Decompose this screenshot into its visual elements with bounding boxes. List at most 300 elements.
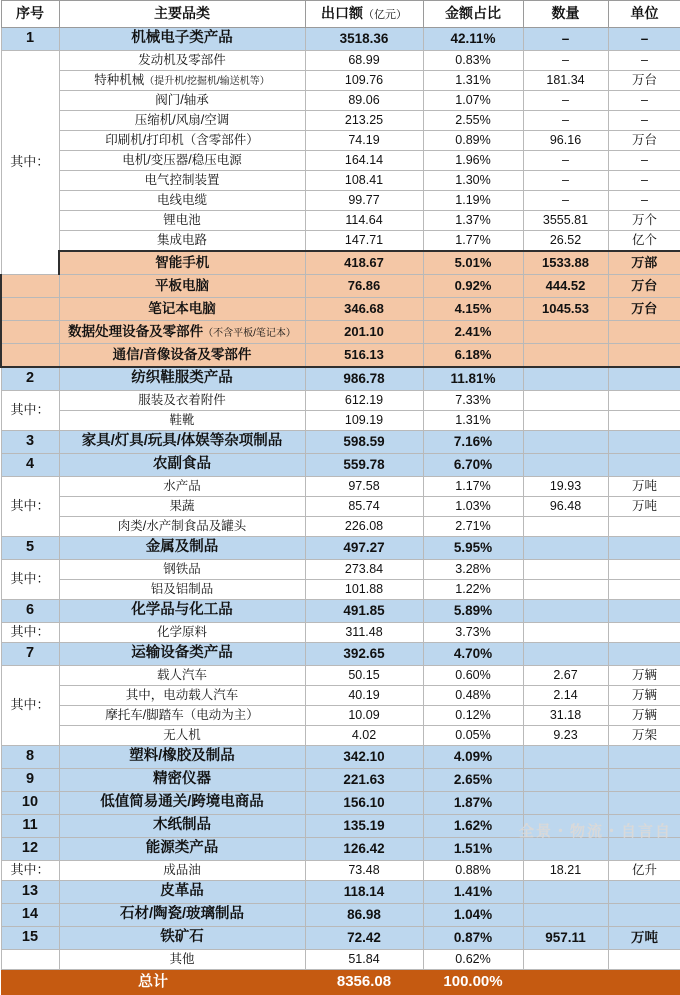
row-category xyxy=(59,275,305,298)
row-share: 7.16% xyxy=(423,431,523,454)
row-share: 42.11% xyxy=(423,28,523,51)
row-export: 273.84 xyxy=(305,560,423,580)
row-category-label: 铁矿石 xyxy=(160,929,204,946)
row-unit: – xyxy=(608,171,680,191)
row-group-label: 其中： xyxy=(1,560,59,600)
row-qty: 957.11 xyxy=(523,927,608,950)
row-no: 11 xyxy=(1,815,59,838)
row-unit xyxy=(608,344,680,368)
row-unit xyxy=(608,431,680,454)
row-category-label: 金属及制品 xyxy=(145,539,219,556)
row-share: 5.89% xyxy=(423,600,523,623)
row-share: 1.17% xyxy=(423,477,523,497)
row-category xyxy=(59,391,305,411)
row-category-label: 精密仪器 xyxy=(153,771,211,788)
row-no: 8 xyxy=(1,746,59,769)
row-qty xyxy=(523,881,608,904)
row-group-label: 其中： xyxy=(1,51,59,275)
row-export: 3518.36 xyxy=(305,28,423,51)
row-unit xyxy=(608,560,680,580)
row-category-label: 发动机及零部件 xyxy=(138,52,226,67)
row-category xyxy=(59,411,305,431)
table-row xyxy=(1,838,680,861)
row-unit: 亿升 xyxy=(608,861,680,881)
row-no: 1 xyxy=(1,28,59,51)
row-qty: 96.16 xyxy=(523,131,608,151)
row-category xyxy=(59,950,305,970)
row-export: 135.19 xyxy=(305,815,423,838)
row-qty: 1045.53 xyxy=(523,298,608,321)
row-category-label: 其他 xyxy=(169,951,195,966)
row-group-label: 其中： xyxy=(1,666,59,746)
row-share: 0.05% xyxy=(423,726,523,746)
row-qty xyxy=(523,746,608,769)
row-category-label: 集成电路 xyxy=(156,232,207,247)
row-share: 4.70% xyxy=(423,643,523,666)
row-unit xyxy=(608,454,680,477)
row-export: 221.63 xyxy=(305,769,423,792)
row-share: 6.70% xyxy=(423,454,523,477)
row-unit xyxy=(608,838,680,861)
row-category xyxy=(59,431,305,454)
row-export: 612.19 xyxy=(305,391,423,411)
row-export: 10.09 xyxy=(305,706,423,726)
table-row xyxy=(1,904,680,927)
row-share: 3.73% xyxy=(423,623,523,643)
row-unit: 万辆 xyxy=(608,666,680,686)
row-group-label: 其中： xyxy=(1,623,59,643)
row-category xyxy=(59,623,305,643)
row-unit xyxy=(608,537,680,560)
table-row xyxy=(1,51,680,71)
row-category xyxy=(59,51,305,71)
row-no: 9 xyxy=(1,769,59,792)
row-unit xyxy=(608,367,680,391)
row-share: 1.31% xyxy=(423,411,523,431)
table-row xyxy=(1,927,680,950)
row-share: 1.62% xyxy=(423,815,523,838)
row-unit: 万架 xyxy=(608,726,680,746)
row-share: 1.51% xyxy=(423,838,523,861)
table-row xyxy=(1,171,680,191)
row-no: 15 xyxy=(1,927,59,950)
row-unit: 万吨 xyxy=(608,927,680,950)
row-qty: – xyxy=(523,51,608,71)
table-row xyxy=(1,321,680,344)
row-category xyxy=(59,517,305,537)
row-unit xyxy=(608,623,680,643)
row-category-label: 智能手机 xyxy=(155,254,210,270)
row-category xyxy=(59,706,305,726)
row-qty xyxy=(523,344,608,368)
row-category xyxy=(59,454,305,477)
row-export: 51.84 xyxy=(305,950,423,970)
row-category-label: 成品油 xyxy=(163,862,201,877)
row-category-label: 数据处理设备及零部件 xyxy=(68,323,204,339)
row-share: 1.31% xyxy=(423,71,523,91)
row-export: 101.88 xyxy=(305,580,423,600)
table-row xyxy=(1,861,680,881)
table-row xyxy=(1,367,680,391)
row-export: 342.10 xyxy=(305,746,423,769)
row-group-label: 其中： xyxy=(1,391,59,431)
row-unit: – xyxy=(608,28,680,51)
table-row xyxy=(1,111,680,131)
row-category xyxy=(59,151,305,171)
row-export: 311.48 xyxy=(305,623,423,643)
row-export: 392.65 xyxy=(305,643,423,666)
row-category xyxy=(59,71,305,91)
table-row xyxy=(1,497,680,517)
row-unit: – xyxy=(608,111,680,131)
row-category-label: 特种机械 xyxy=(94,72,145,87)
row-qty: 18.21 xyxy=(523,861,608,881)
row-group-label: 其中： xyxy=(1,861,59,881)
row-export: 97.58 xyxy=(305,477,423,497)
table-row xyxy=(1,211,680,231)
table-body xyxy=(1,28,680,995)
row-share: 0.48% xyxy=(423,686,523,706)
row-category-label: 锂电池 xyxy=(163,212,201,227)
row-category xyxy=(59,686,305,706)
row-qty xyxy=(523,838,608,861)
row-category xyxy=(59,171,305,191)
row-category xyxy=(59,91,305,111)
row-unit xyxy=(608,391,680,411)
table-row xyxy=(1,686,680,706)
watermark: 全景・物流・自言自 xyxy=(518,823,672,840)
row-no xyxy=(1,950,59,970)
row-unit xyxy=(608,411,680,431)
row-share: 0.88% xyxy=(423,861,523,881)
row-category xyxy=(59,537,305,560)
total-label: 总计 xyxy=(1,970,305,995)
row-category-label: 石材/陶瓷/玻璃制品 xyxy=(119,906,245,923)
row-category-label: 家具/灯具/玩具/体娱等杂项制品 xyxy=(81,433,283,450)
row-unit xyxy=(608,600,680,623)
row-qty: – xyxy=(523,191,608,211)
row-category-label: 笔记本电脑 xyxy=(148,300,216,316)
row-category-label: 运输设备类产品 xyxy=(131,645,233,662)
row-unit xyxy=(608,746,680,769)
row-share: 1.19% xyxy=(423,191,523,211)
row-unit xyxy=(608,517,680,537)
row-unit xyxy=(608,881,680,904)
row-category xyxy=(59,726,305,746)
row-qty: 444.52 xyxy=(523,275,608,298)
row-unit xyxy=(608,580,680,600)
row-export: 226.08 xyxy=(305,517,423,537)
row-no: 14 xyxy=(1,904,59,927)
row-export: 118.14 xyxy=(305,881,423,904)
row-unit xyxy=(608,815,680,838)
row-category xyxy=(59,838,305,861)
row-unit xyxy=(608,769,680,792)
row-category xyxy=(59,477,305,497)
row-qty: – xyxy=(523,28,608,51)
row-category-label: 鞋靴 xyxy=(169,412,195,427)
row-category xyxy=(59,111,305,131)
row-unit: 万台 xyxy=(608,298,680,321)
row-unit: – xyxy=(608,51,680,71)
row-category-label: 低值简易通关/跨境电商品 xyxy=(100,794,264,811)
row-share: 1.37% xyxy=(423,211,523,231)
row-qty: 19.93 xyxy=(523,477,608,497)
total-qty xyxy=(523,970,608,995)
row-category-label: 阀门/轴承 xyxy=(155,92,209,107)
row-no: 6 xyxy=(1,600,59,623)
table-row xyxy=(1,477,680,497)
row-category xyxy=(59,131,305,151)
table-row xyxy=(1,792,680,815)
table-row xyxy=(1,231,680,252)
row-export: 68.99 xyxy=(305,51,423,71)
header-share: 金额占比 xyxy=(423,1,523,28)
row-unit xyxy=(608,643,680,666)
row-share: 5.95% xyxy=(423,537,523,560)
row-category xyxy=(59,881,305,904)
row-export: 156.10 xyxy=(305,792,423,815)
table-header xyxy=(1,1,680,28)
row-share: 4.15% xyxy=(423,298,523,321)
row-export: 201.10 xyxy=(305,321,423,344)
row-export: 114.64 xyxy=(305,211,423,231)
row-qty xyxy=(523,769,608,792)
row-unit: 亿个 xyxy=(608,231,680,252)
row-category-label: 印刷机/打印机（含零部件） xyxy=(105,132,259,147)
row-category-label: 纺织鞋服类产品 xyxy=(131,370,233,387)
row-qty xyxy=(523,411,608,431)
table-row xyxy=(1,769,680,792)
row-category-label: 铝及铝制品 xyxy=(150,581,214,596)
row-category-label: 无人机 xyxy=(163,727,201,742)
table-row xyxy=(1,91,680,111)
row-no: 7 xyxy=(1,643,59,666)
row-category-note: （不含平板/笔记本） xyxy=(203,327,296,339)
row-category-label: 能源类产品 xyxy=(145,840,219,857)
row-qty: – xyxy=(523,171,608,191)
table-row xyxy=(1,815,680,838)
row-share: 1.04% xyxy=(423,904,523,927)
row-share: 5.01% xyxy=(423,251,523,275)
row-category xyxy=(59,560,305,580)
table-row xyxy=(1,411,680,431)
table-row xyxy=(1,517,680,537)
row-unit: 万吨 xyxy=(608,477,680,497)
row-export: 109.19 xyxy=(305,411,423,431)
row-qty: 31.18 xyxy=(523,706,608,726)
row-no: 2 xyxy=(1,367,59,391)
row-export: 491.85 xyxy=(305,600,423,623)
row-qty xyxy=(523,367,608,391)
row-no xyxy=(1,298,59,321)
table-row xyxy=(1,600,680,623)
row-unit: 万辆 xyxy=(608,686,680,706)
row-export: 213.25 xyxy=(305,111,423,131)
table-row xyxy=(1,666,680,686)
row-share: 6.18% xyxy=(423,344,523,368)
table-row xyxy=(1,298,680,321)
row-qty xyxy=(523,321,608,344)
row-qty: 9.23 xyxy=(523,726,608,746)
table-row xyxy=(1,251,680,275)
row-category xyxy=(59,769,305,792)
row-no: 4 xyxy=(1,454,59,477)
table-row xyxy=(1,431,680,454)
row-share: 0.60% xyxy=(423,666,523,686)
row-no: 10 xyxy=(1,792,59,815)
row-unit: 万台 xyxy=(608,71,680,91)
row-unit: 万部 xyxy=(608,251,680,275)
row-share: 2.71% xyxy=(423,517,523,537)
row-no xyxy=(1,321,59,344)
row-no: 3 xyxy=(1,431,59,454)
row-category xyxy=(59,497,305,517)
row-share: 11.81% xyxy=(423,367,523,391)
header-export-label: 出口额 xyxy=(321,5,363,22)
table-row xyxy=(1,191,680,211)
row-unit: 万辆 xyxy=(608,706,680,726)
row-category xyxy=(59,367,305,391)
row-qty xyxy=(523,454,608,477)
row-unit: – xyxy=(608,91,680,111)
row-qty: 96.48 xyxy=(523,497,608,517)
table-row xyxy=(1,131,680,151)
row-share: 1.22% xyxy=(423,580,523,600)
row-share: 3.28% xyxy=(423,560,523,580)
row-unit: 万台 xyxy=(608,275,680,298)
table-row xyxy=(1,623,680,643)
row-export: 986.78 xyxy=(305,367,423,391)
row-share: 0.62% xyxy=(423,950,523,970)
table-row xyxy=(1,560,680,580)
row-share: 0.89% xyxy=(423,131,523,151)
row-export: 126.42 xyxy=(305,838,423,861)
row-export: 72.42 xyxy=(305,927,423,950)
row-category xyxy=(59,861,305,881)
row-category-label: 农副食品 xyxy=(153,456,211,473)
row-unit: – xyxy=(608,151,680,171)
row-export: 147.71 xyxy=(305,231,423,252)
row-qty: – xyxy=(523,111,608,131)
row-share: 1.07% xyxy=(423,91,523,111)
row-qty: 1533.88 xyxy=(523,251,608,275)
row-export: 50.15 xyxy=(305,666,423,686)
total-share: 100.00% xyxy=(423,970,523,995)
row-export: 86.98 xyxy=(305,904,423,927)
row-qty xyxy=(523,517,608,537)
row-qty: 181.34 xyxy=(523,71,608,91)
row-unit xyxy=(608,321,680,344)
row-export: 346.68 xyxy=(305,298,423,321)
row-category-label: 通信/音像设备及零部件 xyxy=(112,346,252,362)
row-unit xyxy=(608,792,680,815)
row-category-label: 电机/变压器/稳压电源 xyxy=(122,152,242,167)
row-share: 2.55% xyxy=(423,111,523,131)
row-qty xyxy=(523,431,608,454)
row-category xyxy=(59,666,305,686)
row-qty xyxy=(523,537,608,560)
table-row xyxy=(1,71,680,91)
row-share: 1.03% xyxy=(423,497,523,517)
row-share: 2.41% xyxy=(423,321,523,344)
row-category xyxy=(59,792,305,815)
row-category-label: 摩托车/脚踏车（电动为主） xyxy=(105,707,259,722)
row-category xyxy=(59,211,305,231)
header-no: 序号 xyxy=(1,1,59,28)
row-unit: – xyxy=(608,191,680,211)
row-qty xyxy=(523,580,608,600)
row-no xyxy=(1,344,59,368)
row-share: 0.87% xyxy=(423,927,523,950)
header-unit: 单位 xyxy=(608,1,680,28)
table-row xyxy=(1,28,680,51)
row-category-label: 机械电子类产品 xyxy=(131,30,233,47)
row-category xyxy=(59,28,305,51)
row-export: 73.48 xyxy=(305,861,423,881)
row-category xyxy=(59,600,305,623)
row-category-label: 压缩机/风扇/空调 xyxy=(134,112,230,127)
row-export: 108.41 xyxy=(305,171,423,191)
row-category-label: 其中，电动载人汽车 xyxy=(125,687,239,702)
header-category: 主要品类 xyxy=(59,1,305,28)
row-qty xyxy=(523,643,608,666)
row-export: 559.78 xyxy=(305,454,423,477)
row-category-label: 载人汽车 xyxy=(156,667,207,682)
row-category-label: 电线电缆 xyxy=(156,192,207,207)
row-qty xyxy=(523,904,608,927)
row-no: 12 xyxy=(1,838,59,861)
row-category xyxy=(59,231,305,252)
row-unit xyxy=(608,950,680,970)
row-category xyxy=(59,321,305,344)
row-qty: – xyxy=(523,151,608,171)
total-unit xyxy=(608,970,680,995)
table-row xyxy=(1,454,680,477)
row-category-label: 钢铁品 xyxy=(163,561,201,576)
table-row xyxy=(1,881,680,904)
row-share: 1.77% xyxy=(423,231,523,252)
row-category xyxy=(59,298,305,321)
row-category xyxy=(59,191,305,211)
row-category-label: 平板电脑 xyxy=(155,277,209,293)
table-total-row xyxy=(1,970,680,995)
table-row xyxy=(1,391,680,411)
row-qty: 2.14 xyxy=(523,686,608,706)
row-category xyxy=(59,927,305,950)
row-export: 85.74 xyxy=(305,497,423,517)
row-category xyxy=(59,643,305,666)
row-category xyxy=(59,904,305,927)
row-category-label: 皮革品 xyxy=(160,883,204,900)
header-export-unit: （亿元） xyxy=(363,9,407,22)
row-export: 418.67 xyxy=(305,251,423,275)
row-unit: 万台 xyxy=(608,131,680,151)
row-qty xyxy=(523,600,608,623)
row-share: 1.87% xyxy=(423,792,523,815)
row-category-label: 化学品与化工品 xyxy=(131,602,233,619)
row-qty xyxy=(523,560,608,580)
row-no: 5 xyxy=(1,537,59,560)
row-category-label: 化学原料 xyxy=(156,624,207,639)
header-export xyxy=(305,1,423,28)
row-qty: 3555.81 xyxy=(523,211,608,231)
table-row xyxy=(1,950,680,970)
row-category-label: 木纸制品 xyxy=(153,817,211,834)
row-share: 4.09% xyxy=(423,746,523,769)
table-row xyxy=(1,746,680,769)
row-share: 1.96% xyxy=(423,151,523,171)
